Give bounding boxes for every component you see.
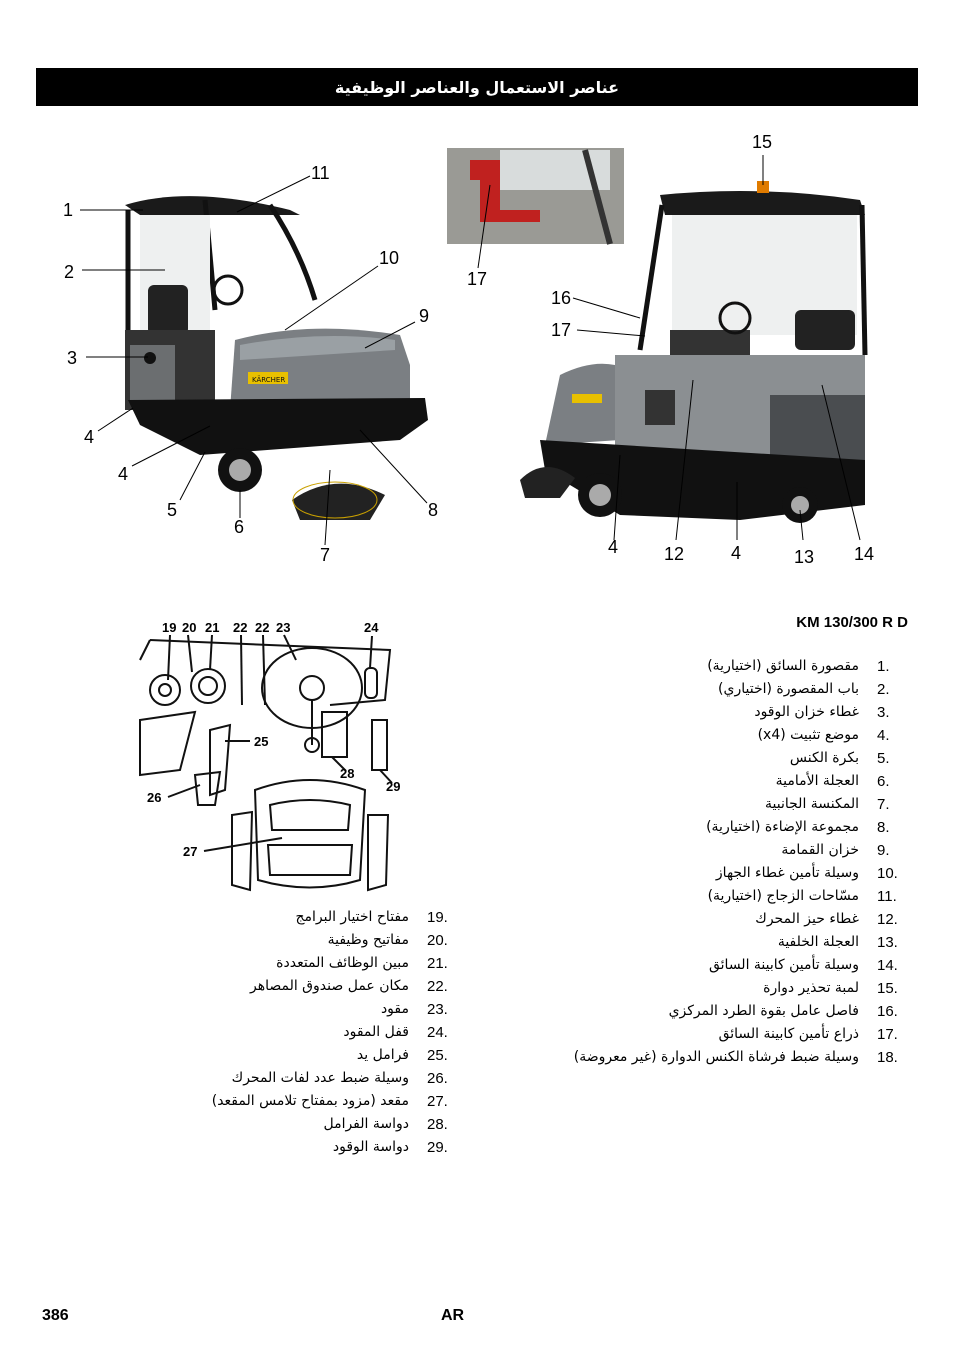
list-item: 2. باب المقصورة (اختياري) (718, 681, 890, 698)
section-title: عناصر الاستعمال والعناصر الوظيفية (334, 77, 620, 97)
list-item: 7. المكنسة الجانبية (765, 796, 890, 813)
list-item: 11. مسّاحات الزجاج (اختيارية) (707, 888, 897, 905)
list-item: 22. مكان عمل صندوق المصاهر (249, 978, 448, 995)
page-number: 386 (42, 1307, 69, 1324)
callout-17a: 17 (467, 269, 488, 289)
dash-callout-25: 25 (254, 734, 269, 749)
inset-photo (447, 148, 624, 244)
list-item: 13. العجلة الخلفية (777, 934, 898, 951)
dash-callout-24: 24 (364, 620, 379, 635)
list-item: 4. موضع تثبيت (x4) (757, 727, 890, 744)
list-item: 6. العجلة الأمامية (775, 773, 890, 790)
callout-16: 16 (551, 288, 572, 308)
list-item: 26. وسيلة ضبط عدد لفات المحرك (231, 1070, 448, 1087)
left-machine-drawing (125, 196, 428, 520)
dash-callout-22a: 22 (233, 620, 248, 635)
dash-callout-20: 20 (182, 620, 197, 635)
list-item: 20. مفاتيح وظيفية (327, 932, 448, 949)
component-list-right (574, 655, 909, 1069)
svg-text:KÄRCHER: KÄRCHER (252, 376, 286, 384)
component-list-left (212, 906, 459, 1159)
callout-14: 14 (854, 544, 875, 564)
dash-callout-21: 21 (205, 620, 220, 635)
callout-17b: 17 (551, 320, 572, 340)
language-code: AR (441, 1307, 465, 1324)
list-item: 19. مفتاح اختيار البرامج (295, 909, 448, 926)
dash-callout-29: 29 (386, 779, 401, 794)
list-item: 28. دواسة الفرامل (323, 1116, 448, 1133)
list-item: 23. مقود (380, 1001, 448, 1018)
list-item: 12. غطاء حيز المحرك (755, 911, 898, 928)
callout-11: 11 (311, 163, 330, 183)
dash-callout-22b: 22 (255, 620, 270, 635)
list-item: 16. فاصل عامل بقوة الطرد المركزي (668, 1003, 898, 1020)
callout-5: 5 (167, 500, 178, 520)
list-item: 21. مبين الوظائف المتعددة (276, 955, 448, 972)
callout-3: 3 (67, 348, 78, 368)
dash-callout-27: 27 (183, 844, 198, 859)
callout-4d: 4 (731, 543, 742, 563)
list-item: 3. غطاء خزان الوقود (754, 704, 890, 721)
list-item: 29. دواسة الوقود (332, 1139, 448, 1156)
callout-8: 8 (428, 500, 439, 520)
dash-callout-23: 23 (276, 620, 291, 635)
list-item: 8. مجموعة الإضاءة (اختيارية) (706, 819, 890, 836)
list-item: 14. وسيلة تأمين كابينة السائق (708, 957, 898, 974)
list-item: 24. قفل المقود (343, 1024, 448, 1041)
dash-callout-26: 26 (147, 790, 162, 805)
dash-callout-19: 19 (162, 620, 177, 635)
list-item: 10. وسيلة تأمين غطاء الجهاز (715, 865, 898, 882)
list-item: 9. خزان القمامة (781, 842, 890, 859)
list-item: 27. مقعد (مزود بمفتاح تلامس المقعد) (211, 1093, 448, 1110)
dash-callout-28: 28 (340, 766, 355, 781)
callout-9: 9 (419, 306, 430, 326)
dashboard-drawing (140, 635, 392, 890)
list-item: 17. ذراع تأمين كابينة السائق (718, 1026, 898, 1043)
callout-13: 13 (794, 547, 815, 567)
callout-2: 2 (64, 262, 75, 282)
callout-12: 12 (664, 544, 685, 564)
list-item: 15. لمبة تحذير دوارة (763, 980, 898, 997)
callout-1: 1 (63, 200, 74, 220)
callout-10: 10 (379, 248, 400, 268)
callout-15: 15 (752, 132, 773, 152)
callout-6: 6 (234, 517, 245, 537)
list-item: 25. فرامل يد (356, 1047, 448, 1064)
callout-4a: 4 (84, 427, 95, 447)
callout-4b: 4 (118, 464, 129, 484)
model-name: KM 130/300 R D (796, 614, 908, 631)
callout-4c: 4 (608, 537, 619, 557)
list-item: 18. وسيلة ضبط فرشاة الكنس الدوارة (غير معروضة) (573, 1049, 898, 1066)
list-item: 1. مقصورة السائق (اختيارية) (707, 658, 890, 675)
callout-7: 7 (320, 545, 331, 565)
list-item: 5. بكرة الكنس (789, 750, 890, 767)
